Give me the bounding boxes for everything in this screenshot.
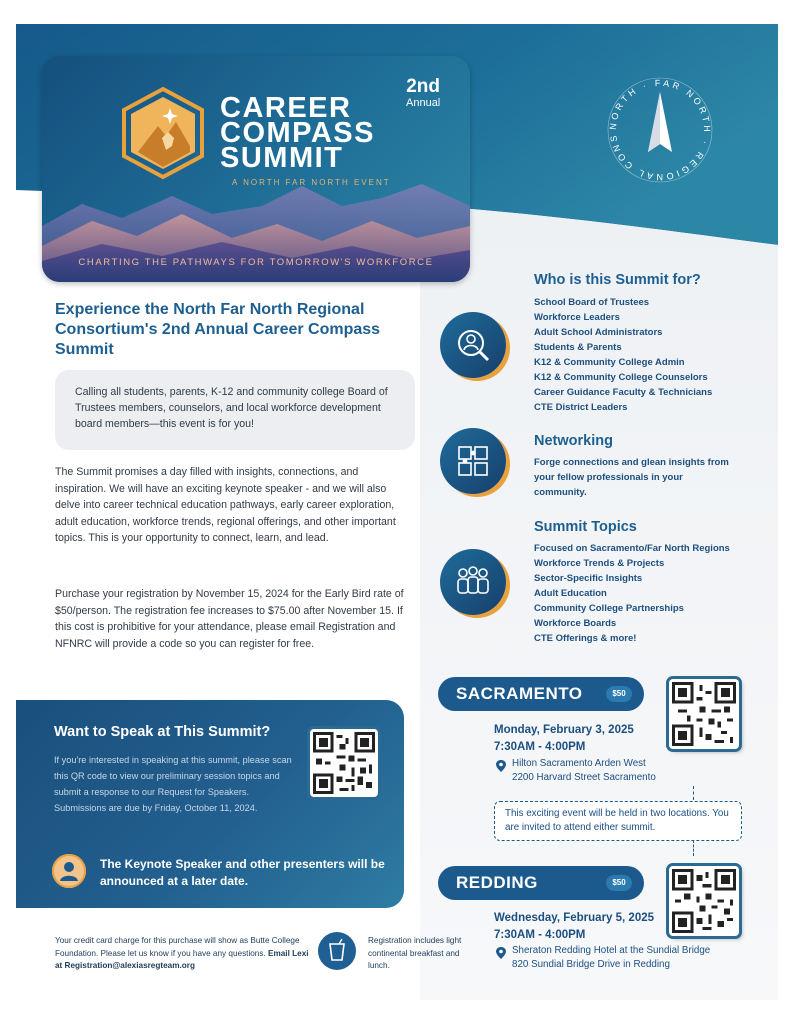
redding-venue: Sheraton Redding Hotel at the Sundial Bridge	[512, 945, 711, 956]
edition-badge	[406, 78, 440, 112]
list-item: K12 & Community College Counselors	[534, 372, 708, 383]
list-item: School Board of Trustees	[534, 297, 650, 308]
sacramento-pill	[438, 677, 644, 711]
speaker-call-panel	[16, 700, 404, 908]
intro-paragraph-2: Purchase your registration by November 15, 2024 for the Early Bird rate of $50/person. The registration fee increases to $75.00 after November 15. If this cost is prohibitive for your attendance, please email Registration and NFNRC will provide a code so you can register for free.	[55, 588, 404, 650]
hero-banner	[42, 56, 470, 282]
sacramento-address: 2200 Harvard Street Sacramento	[512, 772, 656, 783]
title-line-career: CAREER	[220, 92, 352, 124]
list-item: Workforce Boards	[534, 618, 617, 629]
location-pin-icon	[496, 947, 506, 959]
list-item: K12 & Community College Admin	[534, 357, 685, 368]
redding-location	[512, 944, 710, 972]
redding-address: 820 Sundial Bridge Drive in Redding	[512, 959, 670, 970]
callout-box	[55, 370, 415, 450]
sacramento-price: $50	[606, 686, 632, 702]
redding-price: $50	[606, 875, 632, 891]
who-heading: Who is this Summit for?	[534, 272, 701, 288]
speaker-qr-code[interactable]	[310, 729, 378, 797]
speak-description: If you're interested in speaking at this summit, please scan this QR code to view our preliminary session topics and submit a response to our Request for Speakers. Submissions are due by Friday, October 11, 2024.	[54, 755, 292, 813]
networking-text: Forge connections and glean insights from your fellow professionals in your community.	[534, 457, 729, 498]
edition-word: Annual	[406, 97, 441, 109]
redding-date-time	[494, 910, 654, 944]
intro-paragraph-1: The Summit promises a day filled with insights, connections, and inspiration. We will have an exciting keynote speaker - and we will also delve into career technical education pathways, early career exploration, adult education, workforce trends, regional offerings, and other important topics. This is your opportunity to connect, learn, and lead.	[55, 466, 396, 544]
sacramento-city: SACRAMENTO	[456, 684, 583, 703]
list-item: CTE Offerings & more!	[534, 633, 637, 644]
hero-subtitle: A NORTH FAR NORTH EVENT	[232, 178, 391, 187]
callout-text: Calling all students, parents, K-12 and community college Board of Trustees members, counselors, and local workforce development board members—this event is for you!	[75, 386, 388, 430]
group-people-icon	[453, 562, 493, 602]
who-list	[534, 295, 774, 415]
summit-mountain-logo-icon	[120, 86, 206, 185]
redding-pill	[438, 866, 644, 900]
edition-number: 2nd	[406, 76, 441, 97]
sacramento-qr-code[interactable]	[669, 679, 739, 749]
sacramento-date-time	[494, 722, 634, 756]
redding-qr-code[interactable]	[669, 866, 739, 936]
topics-heading: Summit Topics	[534, 519, 637, 535]
arrow-up-connector	[693, 786, 696, 800]
list-item: Adult School Administrators	[534, 327, 663, 338]
search-person-icon	[453, 325, 493, 365]
speaker-person-icon	[52, 854, 86, 888]
intro-heading: Experience the North Far North Regional Consortium's 2nd Annual Career Compass Summit	[55, 301, 381, 358]
sacramento-date: Monday, February 3, 2025	[494, 724, 634, 736]
sacramento-time: 7:30AM - 4:00PM	[494, 741, 586, 753]
location-pin-icon	[496, 760, 506, 772]
list-item: Adult Education	[534, 588, 607, 599]
title-line-compass: COMPASS	[220, 117, 375, 149]
coffee-cup-icon	[318, 932, 356, 970]
list-item: Workforce Leaders	[534, 312, 620, 323]
list-item: Workforce Trends & Projects	[534, 558, 665, 569]
arrow-down-connector	[693, 840, 696, 856]
nfnrc-logo	[600, 70, 720, 195]
list-item: CTE District Leaders	[534, 402, 628, 413]
two-locations-note: This exciting event will be held in two locations. You are invited to attend either summit.	[505, 808, 729, 833]
topics-list	[534, 541, 774, 646]
sacramento-venue: Hilton Sacramento Arden West	[512, 758, 646, 769]
redding-city: REDDING	[456, 873, 538, 892]
audience-circle	[440, 312, 506, 378]
payment-note	[55, 935, 310, 973]
list-item: Community College Partnerships	[534, 603, 684, 614]
keynote-announcement: The Keynote Speaker and other presenters will be announced at a later date.	[100, 857, 385, 888]
meal-note: Registration includes light continental breakfast and lunch.	[368, 936, 462, 970]
summit-title	[220, 92, 375, 174]
nfnrc-ring-text: NORTH · FAR NORTH · REGIONAL CONS	[607, 77, 713, 183]
speak-title: Want to Speak at This Summit?	[54, 724, 271, 740]
puzzle-icon	[453, 441, 493, 481]
sacramento-location	[512, 757, 656, 785]
two-locations-note-box	[494, 801, 742, 841]
networking-heading: Networking	[534, 433, 613, 449]
list-item: Focused on Sacramento/Far North Regions	[534, 543, 730, 554]
redding-date: Wednesday, February 5, 2025	[494, 912, 655, 924]
list-item: Sector-Specific Insights	[534, 573, 643, 584]
title-line-summit: SUMMIT	[220, 142, 344, 174]
contact-email[interactable]: Email Lexi at Registration@alexiasregteam.org	[55, 948, 309, 970]
topics-circle	[440, 549, 506, 615]
charge-text: Your credit card charge for this purchase will show as Butte College Foundation. Please let us know if you have any questions.	[55, 936, 300, 958]
redding-time: 7:30AM - 4:00PM	[494, 929, 586, 941]
networking-circle	[440, 428, 506, 494]
hero-tagline: CHARTING THE PATHWAYS FOR TOMORROW'S WORKFORCE	[78, 257, 434, 268]
list-item: Career Guidance Faculty & Technicians	[534, 387, 713, 398]
list-item: Students & Parents	[534, 342, 622, 353]
